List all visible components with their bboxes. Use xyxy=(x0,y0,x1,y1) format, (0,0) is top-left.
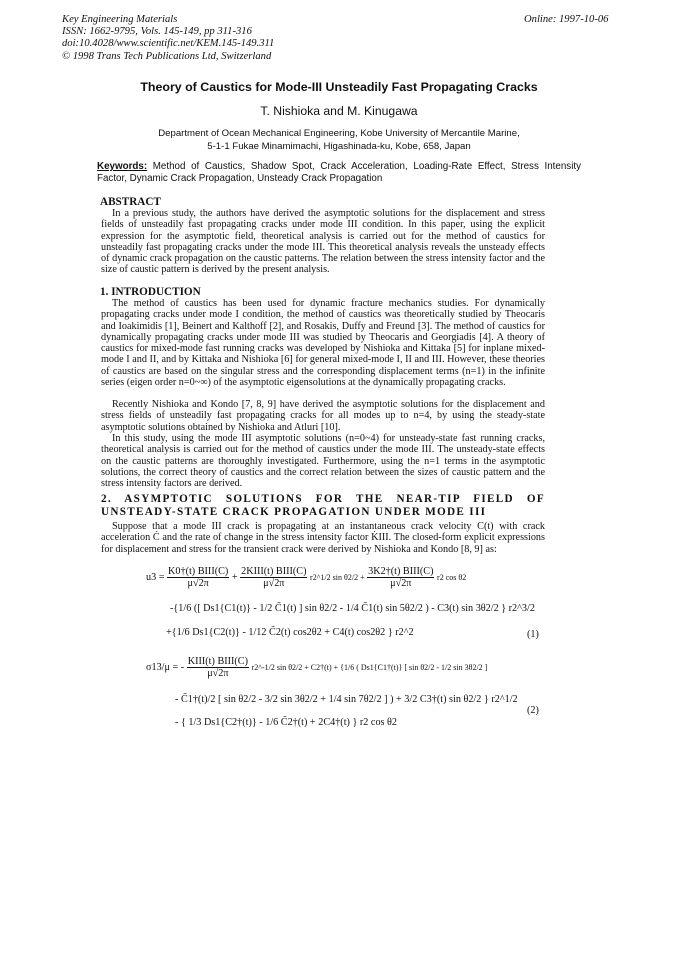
introduction-paragraph-1 xyxy=(101,298,545,388)
section2-paragraph xyxy=(101,521,545,555)
intro-p3-text: In this study, using the mode III asymptotic solutions (n=0~4) for unsteady-state fast running cracks, theoretical analysis is carried out for the method of caustics under the mode III. The unsteady-state effects on the caustic patterns are thoroughly investigated. Furthermore, using the n=1 terms in the asymptotic solutions, the correct theory of caustics and the correct relation between the sizes of caustic pattern and the stress intensity factors are derived. xyxy=(101,433,545,490)
affiliation-line-2: 5-1-1 Fukae Minamimachi, Higashinada-ku, Kobe, 658, Japan xyxy=(207,140,471,152)
intro-p1-text: The method of caustics has been used for dynamic fracture mechanics studies. For dynamically propagating cracks under mode I condition, the method of caustics was theoretically studied by Theocaris and Ioakimidis [1], Beinert and Kalthoff [2], and Rosakis, Duffy and Freund [3]. The method of caustics for dynamically propagating cracks under mode III was studied by Theocaris and Georgiadis [4]. A theory of caustics for mixed-mode fast running cracks was developed by Nishioka and Kittaka [5] for inplane mixed-mode I and II, and by Kittaka and Nishioka [6] for general mixed-mode I, II and III. However, these theories of caustics are based on the singular stress and the corresponding displacement terms (n=1) in the infinite series (eigen order n=0~∞) of the asymptotic eigensolutions at the dynamically propagating cracks. xyxy=(101,298,545,389)
section2-text: Suppose that a mode III crack is propagating at an instantaneous crack velocity C(t) with crack acceleration Ċ and the rate of change in the stress intensity factor K̇III. The closed-form explicit expressions for displacement and stress for the transient crack were derived by Nishioka and Kondo [8, 9] as: xyxy=(101,521,545,555)
keywords xyxy=(97,161,581,186)
journal-name: Key Engineering Materials xyxy=(62,14,178,25)
equation-2-line-1: σ13/μ = - $\frac{\text{KIII(t) BIII(C)}}{\mu√2\pi}$ r2^-1/2 sin θ2/2 + C2†(t) + {1/6 ( Ds1{C1†(t)} [ sin θ2/2 - 1/2 sin 3θ2/2 ] xyxy=(146,656,488,679)
copyright-line: © 1998 Trans Tech Publications Ltd, Switzerland xyxy=(62,50,272,62)
equation-2-line-3: - { 1/3 Ds1{C2†(t)} - 1/6 C̃2†(t) + 2C4†(t) } r2 cos θ2 xyxy=(175,717,398,728)
online-date: Online: 1997-10-06 xyxy=(524,14,609,25)
introduction-paragraph-3 xyxy=(101,433,545,489)
issn-line: ISSN: 1662-9795, Vols. 145-149, pp 311-316 xyxy=(62,26,252,38)
equation-1-line-3: +{1/6 Ds1{C2(t)} - 1/12 C̃2(t) cos2θ2 + C4(t) cos2θ2 } r2^2 xyxy=(166,627,414,638)
intro-p2-text: Recently Nishioka and Kondo [7, 8, 9] have derived the asymptotic solutions for the displacement and stress fields of unsteadily fast propagating cracks for all modes up to n=4, by using the steady-state asymptotic solutions obtained by Nishioka and Atluri [10]. xyxy=(101,399,545,433)
introduction-paragraph-2 xyxy=(101,399,545,433)
keywords-label: Keywords: xyxy=(97,161,148,172)
eq1-term1: $\frac{\text{K0†(t) BIII(C)}}{\mu√2\pi}$ xyxy=(168,566,229,589)
abstract-body: In a previous study, the authors have derived the asymptotic solutions for the displacement and stress fields of unsteadily fast propagating cracks under mode III condition. In this paper, using the explicit expression for the asymptotic field, theoretical analysis is carried out for the method of caustics for unsteadily fast propagating cracks under the mode III. This theoretical analysis reveals the unsteady effects of dynamic crack propagation on the caustic patterns. The relation between the stress intensity factor and the size of caustic pattern is derived by the present analysis. xyxy=(101,208,545,276)
equation-1-line-1: u3 = $\frac{\text{K0†(t) BIII(C)}}{\mu√2\pi}$ + $\frac{\text{2KIII(t) BIII(C)}}{\mu√2\pi}$ r2^1/2 sin θ2/2 + $\frac{\text{3K2†(t) BIII(C)}}{\mu√2\pi}$ r2 cos θ2 xyxy=(146,566,467,589)
section2-heading: 2. ASYMPTOTIC SOLUTIONS FOR THE NEAR-TIP FIELD OF UNSTEADY-STATE CRACK PROPAGATION UNDER MODE III xyxy=(101,493,545,518)
affiliation-line-1: Department of Ocean Mechanical Engineering, Kobe University of Mercantile Marine, xyxy=(158,128,520,139)
paper-authors: T. Nishioka and M. Kinugawa xyxy=(260,104,418,118)
equation-1-line-2: -{1/6 ([ Ds1{C1(t)} - 1/2 C̃1(t) ] sin θ2/2 - 1/4 C̃1(t) sin 5θ2/2 ) - C3(t) sin 3θ2/2 } r2^3/2 xyxy=(170,603,535,614)
equation-2-number: (2) xyxy=(527,705,539,716)
equation-1-number: (1) xyxy=(527,629,539,640)
paper-title: Theory of Caustics for Mode-III Unsteadily Fast Propagating Cracks xyxy=(140,80,538,94)
abstract-heading: ABSTRACT xyxy=(100,196,161,208)
eq1-lhs: u3 = xyxy=(146,571,165,583)
equation-2-line-2: - C̃1†(t)/2 [ sin θ2/2 - 3/2 sin 3θ2/2 + 1/4 sin 7θ2/2 ] ) + 3/2 C3†(t) sin θ2/2 } r2^1/2 xyxy=(175,694,518,705)
abstract-text xyxy=(101,208,545,276)
eq2-lhs: σ13/μ = - xyxy=(146,661,185,673)
eq1-term2: $\frac{\text{2KIII(t) BIII(C)}}{\mu√2\pi}$ xyxy=(241,566,307,589)
running-header xyxy=(62,14,274,63)
doi-line: doi:10.4028/www.scientific.net/KEM.145-149.311 xyxy=(62,38,275,50)
eq2-term1: $\frac{\text{KIII(t) BIII(C)}}{\mu√2\pi}$ xyxy=(187,656,248,679)
keywords-text: Method of Caustics, Shadow Spot, Crack Acceleration, Loading-Rate Effect, Stress Intensity Factor, Dynamic Crack Propagation, Unsteady Crack Propagation xyxy=(97,161,581,185)
affiliation xyxy=(0,128,678,153)
eq1-term3: $\frac{\text{3K2†(t) BIII(C)}}{\mu√2\pi}$ xyxy=(368,566,434,589)
introduction-heading: 1. INTRODUCTION xyxy=(100,286,201,298)
